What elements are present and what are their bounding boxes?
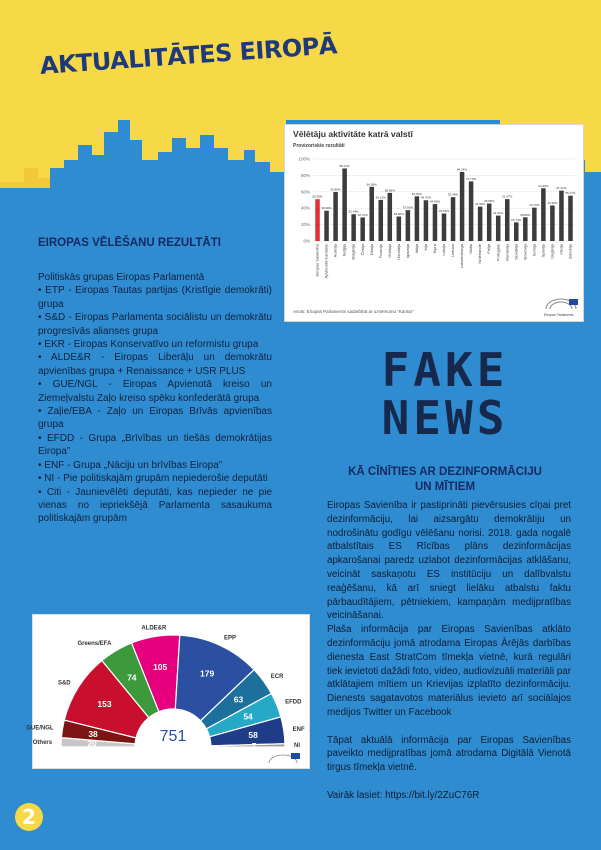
turnout-bar	[324, 211, 329, 241]
fake-word: FAKE	[381, 343, 509, 397]
political-groups-list	[38, 271, 272, 526]
category-label: Bulgārija	[350, 244, 356, 260]
seat-count-label: 105	[153, 662, 168, 673]
bar-value-label: 44.99%	[429, 199, 441, 204]
category-label: Horvātija	[395, 244, 401, 260]
party-label: GUE/NGL	[26, 725, 54, 732]
page-number-badge	[14, 802, 44, 832]
bar-value-label: 45.68%	[484, 199, 495, 204]
category-label: Portugāle	[495, 244, 501, 262]
turnout-bar	[523, 217, 528, 241]
groups-title: Politiskās grupas Eiropas Parlamentā	[38, 272, 205, 283]
turnout-bar	[514, 222, 519, 241]
news-word: NEWS	[381, 391, 509, 445]
seat-count-label: 38	[88, 728, 98, 739]
turnout-chart-card	[284, 124, 584, 322]
bar-value-label: 41.93%	[475, 202, 486, 207]
category-label: Grieķija	[386, 244, 392, 258]
group-item-ni: • NI - Pie politiskajām grupām nepiederošie deputāti	[38, 473, 268, 485]
y-tick-label: 0%	[303, 238, 310, 244]
category-label: Lietuva	[450, 244, 456, 257]
category-label: Latvija	[441, 244, 447, 256]
category-label: Čehija	[359, 244, 365, 256]
fake-news-graphic	[355, 343, 535, 446]
bar-value-label: 66.08%	[366, 182, 377, 187]
body-paragraph-1: Eiropas Savienība ir pastiprināti pievērsusies cīņai pret dezinformāciju, lai aizsargātu demokrātiju un nodrošinātu godīgu vēlēšanu norisi. 2018. gada nogalē atbalstītais ES Rīcības plāns dezinformācijas apkarošanai paredz uzlabot dezinformācijas atklāšanu, veicināt saskaņotu ES institūciju un dalībvalstu reaģēšanu, kā arī sniegt lielāku atbalstu faktu pārbaudītājiem, pētniekiem, kampaņām medijpratības veicināšanai.	[327, 500, 571, 622]
party-label: NI	[293, 743, 300, 750]
y-tick-label: 80%	[300, 172, 310, 178]
turnout-bar-chart	[285, 145, 585, 310]
turnout-bar	[342, 168, 347, 241]
turnout-bar	[424, 200, 429, 241]
bar-value-label: 51.07%	[502, 194, 513, 199]
disinformation-heading-line2: UN MĪTIEM	[414, 480, 476, 493]
category-label: Kipra	[432, 244, 438, 254]
y-tick-label: 20%	[300, 222, 310, 228]
turnout-chart-subtitle: Provizoriskie rezultāti	[293, 143, 345, 149]
category-label: Zviedrija	[567, 244, 573, 260]
group-item-ecr: • EKR - Eiropas Konservatīvo un reformistu grupa	[38, 339, 259, 351]
disinformation-heading	[318, 465, 572, 494]
turnout-bar	[351, 214, 356, 241]
category-label: Rumānija	[504, 244, 510, 261]
turnout-bar	[460, 172, 465, 241]
party-label: ECR	[270, 673, 284, 680]
bar-value-label: 33.53%	[438, 209, 450, 214]
category-label: Austrija	[332, 244, 338, 258]
turnout-bar	[369, 187, 374, 241]
bar-value-label: 28.72%	[357, 212, 368, 217]
bar-value-label: 53.48%	[447, 192, 459, 197]
bar-value-label: 50.12%	[375, 195, 386, 200]
category-label: Vācija	[558, 244, 564, 255]
bar-value-label: 29.86%	[393, 212, 404, 217]
category-label: Dānija	[368, 244, 374, 256]
bar-value-label: 58.69%	[384, 188, 395, 193]
group-item-sd: • S&D - Eiropas Parlamenta sociālistu un demokrātu progresīvās alianses grupa	[38, 312, 272, 337]
turnout-bar	[532, 208, 537, 241]
bar-value-label: 36.90%	[321, 206, 332, 211]
turnout-bar	[360, 217, 365, 241]
turnout-bar	[379, 200, 384, 241]
body-paragraph-2: Plaša informācija par Eiropas Savienības atklāto dezinformāciju jomā atrodama Eiropas Ārējās darbības dienesta East StratCom tīmekļa vietnē, kurā regulāri tiek ievietoti dažādi foto, video, audiovizuāli materiāli par atklātajiem mītiem un Krievijas izplatīto dezinformāciju. Dienests sagatavotos materiālus ievieto arī sociālajos medijos Twitter un Facebook	[327, 624, 571, 718]
turnout-bar	[496, 216, 501, 241]
turnout-bar	[487, 204, 492, 241]
bar-value-label: 37.60%	[402, 205, 413, 210]
category-label: Apvienotā Karaliste	[323, 244, 329, 279]
turnout-bar	[388, 193, 393, 241]
turnout-bar	[406, 210, 411, 241]
turnout-bar	[397, 217, 402, 241]
y-tick-label: 40%	[300, 205, 310, 211]
category-label: Beļģija	[341, 244, 347, 257]
category-label: Īrija	[422, 244, 428, 251]
european-parliament-logo	[543, 295, 579, 319]
ep-logo-text: Eiropas Parlaments	[544, 313, 574, 317]
category-label: Polija	[486, 244, 492, 254]
turnout-bar	[559, 191, 564, 241]
y-tick-label: 60%	[300, 189, 310, 195]
party-label: S&D	[57, 680, 71, 687]
total-seats: 751	[159, 728, 187, 745]
party-label: EFDD	[285, 699, 302, 706]
bar-value-label: 22.74%	[511, 217, 522, 222]
page-number: 2	[22, 805, 36, 829]
party-label: ALDE&R	[141, 625, 167, 632]
seat-count-label: 63	[233, 694, 244, 705]
y-tick-label: 100%	[298, 156, 310, 162]
turnout-bar	[315, 199, 320, 241]
turnout-bar	[568, 196, 573, 241]
seat-count-label: 54	[243, 711, 253, 722]
bar-value-label: 72.70%	[466, 176, 477, 181]
category-label: Francija	[377, 244, 383, 259]
turnout-bar	[478, 207, 483, 241]
category-label: Eiropas Savienība	[314, 244, 320, 277]
turnout-chart-title: Vēlētāju aktivitāte katrā valstī	[293, 129, 413, 139]
group-item-alde: • ALDE&R - Eiropas Liberāļu un demokrātu apvienības grupa + Renaissance + USR PLUS	[38, 352, 272, 377]
bar-value-label: 50.95%	[312, 194, 323, 199]
turnout-bar	[451, 197, 456, 241]
party-label: EPP	[223, 635, 237, 642]
group-item-greens: • Zaļie/EBA - Zaļo un Eiropas Brīvās apvienības grupa	[38, 406, 272, 431]
bar-value-label: 61.41%	[556, 186, 567, 191]
bar-value-label: 43.36%	[547, 200, 558, 205]
seat-count-label: 58	[248, 729, 258, 740]
turnout-bar	[415, 196, 420, 241]
seat-count-label: 153	[97, 698, 112, 709]
bar-value-label: 28.89%	[520, 212, 531, 217]
european-parliament-logo-small	[269, 753, 300, 763]
party-label: Greens/EFA	[77, 640, 112, 647]
turnout-bar	[433, 204, 438, 241]
bar-value-label: 32.64%	[348, 209, 359, 214]
category-label: Igaunija	[404, 244, 410, 259]
bar-value-label: 84.24%	[456, 167, 468, 172]
disinformation-body	[327, 499, 571, 803]
seat-distribution-card	[26, 614, 310, 769]
body-paragraph-3: Tāpat aktuālā informācija par Eiropas Savienības paveikto medijpratības jomā atrodama Digitālā Vienotā tirgus tīmekļa vietnē.	[327, 734, 571, 774]
category-label: Luksemburga	[459, 244, 465, 269]
bar-value-label: 88.47%	[339, 163, 350, 168]
turnout-bar	[469, 181, 474, 241]
category-label: Malta	[468, 244, 474, 254]
party-label: Others	[32, 739, 53, 746]
seat-count-label: 7	[251, 740, 257, 751]
read-more-link[interactable]: Vairāk lasiet: https://bit.ly/2ZuC76R	[327, 789, 480, 801]
turnout-bar	[333, 192, 338, 241]
seat-count-label: 179	[200, 668, 215, 679]
turnout-chart-source: Avots: Eiropas Parlaments sadarbībā ar uzņēmumu "Kantar"	[293, 309, 414, 314]
seat-hemicycle-chart	[26, 615, 309, 768]
page-title: AKTUALITĀTES EIROPĀ	[39, 31, 338, 80]
disinformation-heading-line1: KĀ CĪNĪTIES AR DEZINFORMĀCIJU	[348, 466, 542, 478]
turnout-bar	[505, 199, 510, 241]
bar-value-label: 49.70%	[420, 195, 432, 200]
category-label: Slovākija	[513, 244, 519, 261]
bar-value-label: 31.01%	[493, 211, 504, 216]
category-label: Itālija	[413, 244, 419, 254]
bar-value-label: 59.80%	[330, 187, 341, 192]
bar-value-label: 55.27%	[565, 191, 576, 196]
category-label: Slovēnija	[522, 244, 528, 261]
group-item-others: • Citi - Jaunievēlēti deputāti, kas nepieder ne pie vienas no iepriekšējā Parlamenta sasaukuma politiskajām grupām	[38, 486, 272, 525]
turnout-bar	[442, 214, 447, 241]
party-label: ENF	[292, 726, 305, 733]
bar-value-label: 40.70%	[529, 203, 540, 208]
category-label: Spānija	[540, 244, 546, 258]
seat-count-label: 20	[87, 738, 97, 749]
turnout-bar	[550, 205, 555, 241]
election-results-heading: EIROPAS VĒLĒŠANU REZULTĀTI	[38, 237, 221, 249]
group-item-gue: • GUE/NGL - Eiropas Apvienotā kreiso un Ziemeļvalstu Zaļo kreiso spēku konfederātā grupa	[38, 379, 272, 404]
turnout-bar	[541, 188, 546, 241]
group-item-enf: • ENF - Grupa „Nāciju un brīvības Eiropa”	[38, 459, 223, 471]
category-label: Nīderlande	[477, 244, 483, 264]
category-label: Somija	[531, 244, 537, 257]
seat-count-label: 74	[127, 672, 137, 683]
group-item-efdd: • EFDD - Grupa „Brīvības un tiešās demokrātijas Eiropa”	[38, 432, 272, 458]
bar-value-label: 64.30%	[538, 183, 549, 188]
bar-value-label: 54.50%	[411, 191, 422, 196]
group-item-epp: • ETP - Eiropas Tautas partijas (Kristīgie demokrāti) grupa	[38, 285, 272, 310]
category-label: Ungārija	[549, 244, 555, 259]
